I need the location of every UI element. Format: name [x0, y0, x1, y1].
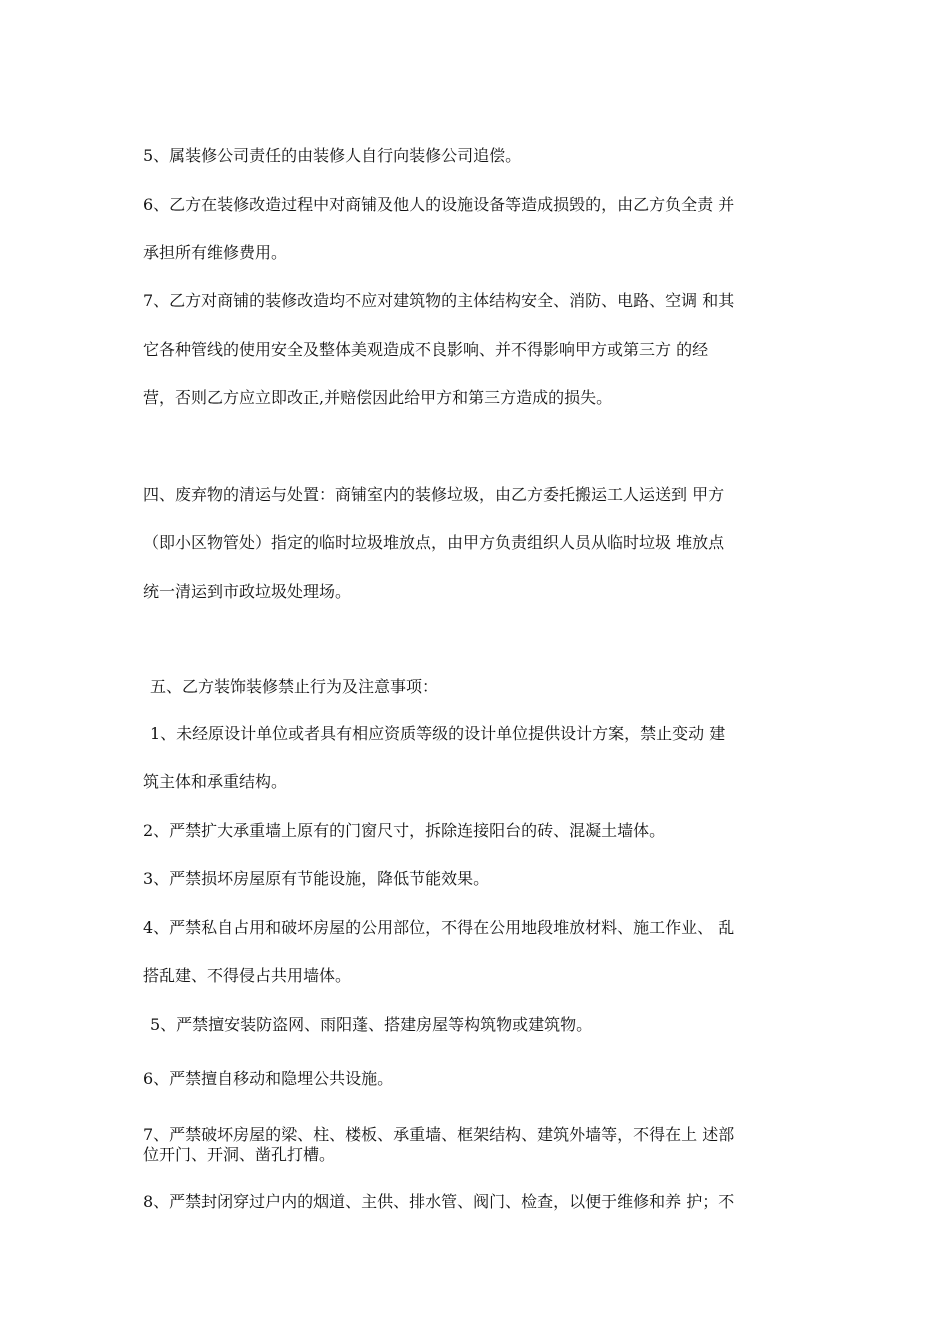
paragraph-line-7-3: 营，否则乙方应立即改正,并赔偿因此给甲方和第三方造成的损失。	[143, 388, 613, 407]
paragraph-line-6-2: 承担所有维修费用。	[143, 243, 288, 262]
paragraph-line-6-1: 6、乙方在装修改造过程中对商铺及他人的设施设备等造成损毁的，由乙方负全责 并	[143, 195, 735, 214]
item-2-line: 2、严禁扩大承重墙上原有的门窗尺寸，拆除连接阳台的砖、混凝土墙体。	[143, 821, 666, 840]
item-6-line: 6、严禁擅自移动和隐埋公共设施。	[143, 1069, 394, 1088]
section-four-line-1: 四、废弃物的清运与处置：商铺室内的装修垃圾，由乙方委托搬运工人运送到 甲方	[143, 485, 725, 504]
item-5-line: 5、严禁擅安装防盗网、雨阳蓬、搭建房屋等构筑物或建筑物。	[150, 1015, 593, 1034]
section-five-heading: 五、乙方装饰装修禁止行为及注意事项：	[150, 677, 439, 696]
paragraph-line-5-1: 5、属装修公司责任的由装修人自行向装修公司追偿。	[143, 146, 522, 165]
item-1-line-1: 1、未经原设计单位或者具有相应资质等级的设计单位提供设计方案，禁止变动 建	[150, 724, 726, 743]
item-7-line-2: 位开门、开洞、凿孔打槽。	[143, 1145, 336, 1164]
section-four-line-3: 统一清运到市政垃圾处理场。	[143, 582, 352, 601]
item-7-line-1: 7、严禁破坏房屋的梁、柱、楼板、承重墙、框架结构、建筑外墙等，不得在上 述部	[143, 1125, 735, 1144]
paragraph-line-7-2: 它各种管线的使用安全及整体美观造成不良影响、并不得影响甲方或第三方 的经	[143, 340, 709, 359]
paragraph-line-7-1: 7、乙方对商铺的装修改造均不应对建筑物的主体结构安全、消防、电路、空调 和其	[143, 291, 735, 310]
item-8-line-1: 8、严禁封闭穿过户内的烟道、主供、排水管、阀门、检查，以便于维修和养 护；不	[143, 1192, 735, 1211]
section-four-line-2: （即小区物管处）指定的临时垃圾堆放点，由甲方负责组织人员从临时垃圾 堆放点	[143, 533, 725, 552]
item-4-line-1: 4、严禁私自占用和破坏房屋的公用部位，不得在公用地段堆放材料、施工作业、 乱	[143, 918, 735, 937]
item-3-line: 3、严禁损坏房屋原有节能设施，降低节能效果。	[143, 869, 490, 888]
item-1-line-2: 筑主体和承重结构。	[143, 772, 288, 791]
item-4-line-2: 搭乱建、不得侵占共用墙体。	[143, 966, 352, 985]
